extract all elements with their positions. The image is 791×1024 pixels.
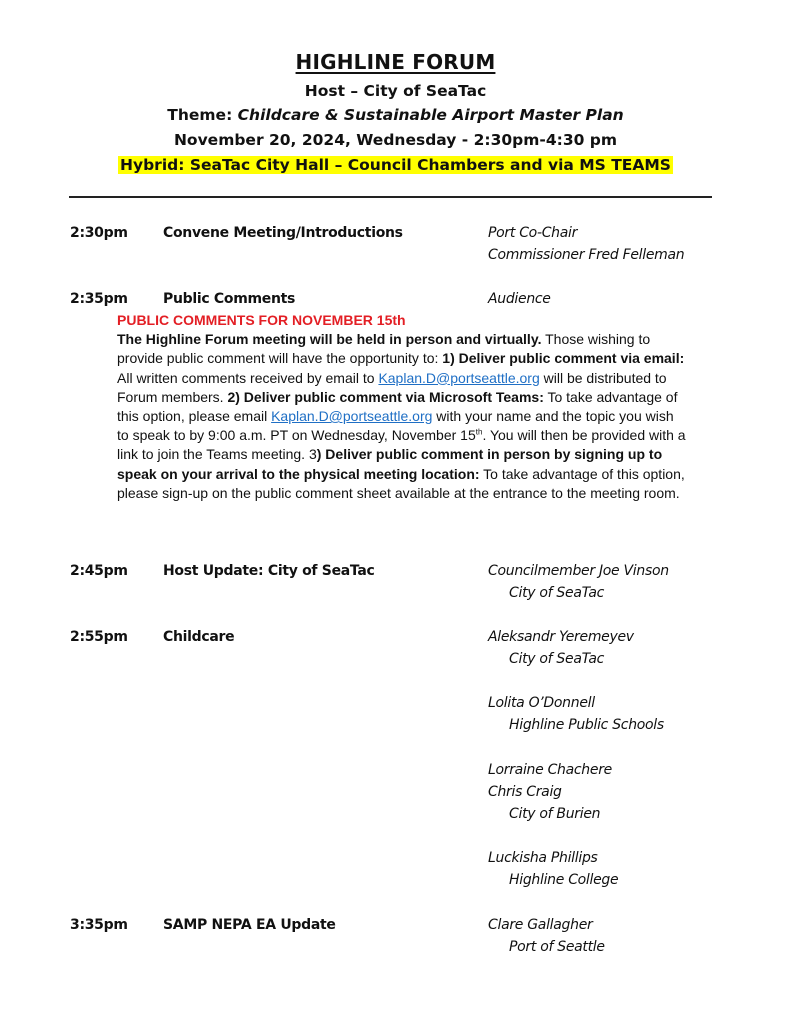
document-title: HIGHLINE FORUM (295, 50, 496, 74)
agenda-speakers (488, 222, 684, 266)
speaker-affiliation: City of SeaTac (509, 651, 605, 667)
option-email-label: 1) Deliver public comment via email: (442, 350, 685, 367)
notice-lead: The Highline Forum meeting will be held in person and virtually. (117, 331, 542, 348)
option-teams-tail: with your name and the topic you wish to speak to by 9:00 a.m. PT on Wednesday, November 15 (117, 408, 674, 444)
speaker-line: Commissioner Fred Felleman (488, 247, 685, 263)
speaker-affiliation: Highline Public Schools (509, 717, 664, 733)
public-comments-notice (117, 311, 687, 503)
agenda-topic: Childcare (163, 629, 235, 645)
email-link[interactable]: Kaplan.D@portseattle.org (378, 369, 540, 386)
email-link[interactable]: Kaplan.D@portseattle.org (271, 408, 433, 425)
agenda-speakers (488, 560, 669, 604)
option-teams-label: 2) Deliver public comment via Microsoft Teams: (227, 388, 544, 405)
agenda-time: 2:55pm (70, 629, 128, 645)
public-comments-heading: PUBLIC COMMENTS FOR NOVEMBER 15th (117, 312, 406, 328)
ordinal-suffix: th (475, 427, 483, 437)
agenda-time: 2:30pm (70, 225, 128, 241)
speaker-line: Chris Craig (488, 784, 562, 800)
speaker-affiliation: City of Burien (509, 806, 601, 822)
speaker-line: Councilmember Joe Vinson (488, 563, 669, 579)
agenda-speakers (488, 626, 634, 670)
agenda-speakers (488, 914, 605, 958)
option-teams-text: To take advantage of this option, please email (117, 388, 678, 425)
agenda-speakers (488, 288, 551, 310)
agenda-topic: Convene Meeting/Introductions (163, 225, 403, 241)
agenda-topic: Public Comments (163, 291, 296, 307)
speaker-line: Audience (488, 291, 551, 307)
speaker-line: Clare Gallagher (488, 917, 593, 933)
agenda-time: 2:45pm (70, 563, 128, 579)
option-email-text: All written comments received by email to (117, 369, 379, 386)
speaker-line: Port Co-Chair (488, 225, 578, 241)
host-line: Host – City of SeaTac (304, 82, 487, 100)
speaker-line: Luckisha Phillips (488, 850, 598, 866)
speaker-line: Lorraine Chachere (488, 762, 612, 778)
agenda-speakers (488, 692, 664, 736)
notice-text: Those wishing to provide public comment will have the opportunity to: (117, 331, 651, 367)
theme-line (0, 106, 791, 124)
date-line: November 20, 2024, Wednesday - 2:30pm-4:30 pm (173, 131, 618, 149)
agenda-speakers (488, 759, 612, 825)
agenda-topic: SAMP NEPA EA Update (163, 917, 336, 933)
speaker-affiliation: Port of Seattle (509, 939, 605, 955)
option-in-person-label: ) Deliver public comment in person by signing up to speak on your arrival to the physical meeting location: (117, 446, 663, 482)
agenda-speakers (488, 847, 618, 891)
agenda-time: 2:35pm (70, 291, 128, 307)
speaker-affiliation: City of SeaTac (509, 585, 605, 601)
header-divider (69, 196, 712, 198)
option-email-tail: will be distributed to Forum members. (117, 369, 667, 405)
theme-label: Theme: (167, 106, 238, 124)
option-in-person-text: To take advantage of this option, please sign-up on the public comment sheet available at the entrance to the meeting room. (117, 465, 685, 501)
agenda-topic: Host Update: City of SeaTac (163, 563, 375, 579)
theme-value: Childcare & Sustainable Airport Master Plan (237, 106, 624, 124)
location-highlight: Hybrid: SeaTac City Hall – Council Chambers and via MS TEAMS (120, 156, 671, 174)
speaker-affiliation: Highline College (509, 872, 619, 888)
option-teams-end: . You will then be provided with a link to join the Teams meeting. 3 (117, 427, 686, 463)
speaker-line: Aleksandr Yeremeyev (488, 629, 634, 645)
speaker-line: Lolita O’Donnell (488, 695, 595, 711)
agenda-time: 3:35pm (70, 917, 128, 933)
location-line (0, 156, 791, 174)
